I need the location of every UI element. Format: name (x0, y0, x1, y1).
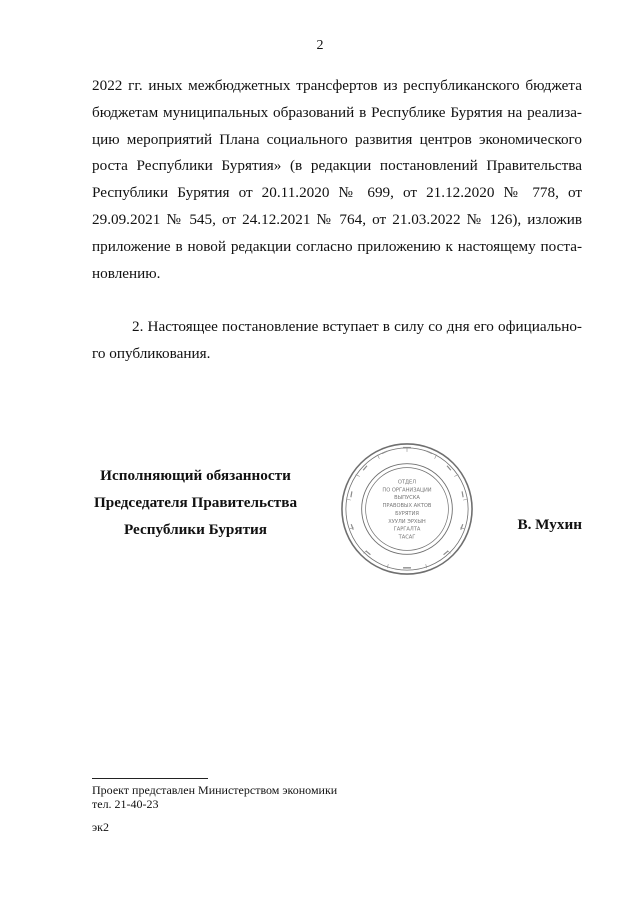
document-code: эк2 (92, 820, 109, 834)
stamp-text: ТАСАГ (398, 534, 416, 541)
signatory-title (88, 462, 303, 543)
stamp-text: БУРЯТИЯ (395, 510, 419, 517)
text-line: цию мероприятий Плана социального развития центров экономического (92, 130, 582, 148)
footnote-line: тел. 21-40-23 (92, 797, 159, 811)
stamp-text: ПО ОРГАНИЗАЦИИ (382, 487, 432, 494)
text-line: приложение в новой редакции согласно приложению к настоящему поста- (92, 237, 582, 255)
paragraph-2 (92, 314, 582, 368)
stamp-text: ГАРГАЛТА (393, 526, 421, 533)
signatory-title-line: Республики Бурятия (123, 521, 268, 538)
paragraph-1 (92, 73, 582, 287)
document-body (92, 73, 582, 368)
stamp-text: ВЫПУСКА (394, 495, 420, 502)
signatory-name: В. Мухин (517, 516, 582, 533)
text-line: роста Республики Бурятия» (в редакции постановлений Правительства (92, 157, 582, 175)
signatory-title-line: Председателя Правительства (93, 494, 298, 511)
text-line: 2022 гг. иных межбюджетных трансфертов из республиканского бюджета (92, 77, 582, 94)
signatory-title-line: Исполняющий обязанности (100, 467, 291, 484)
text-line: бюджетам муниципальных образований в Республике Бурятия на реализа- (92, 103, 582, 121)
stamp-text: ХУУЛИ ЭРХЫН (388, 518, 426, 525)
text-line: 29.09.2021 № 545, от 24.12.2021 № 764, от 21.03.2022 № 126), изложив (92, 210, 582, 228)
stamp-text: ОТДЕЛ (397, 479, 417, 486)
footnote-divider (92, 778, 208, 779)
stamp-text: ПРАВОВЫХ АКТОВ (382, 503, 432, 510)
text-line: новлению. (92, 264, 161, 282)
footnote-line: Проект представлен Министерством экономики (92, 783, 338, 797)
footnote (92, 783, 337, 811)
text-line: го опубликования. (92, 345, 211, 363)
text-line: Республики Бурятия от 20.11.2020 № 699, от 21.12.2020 № 778, от (92, 184, 582, 202)
official-stamp (338, 440, 476, 578)
text-line: 2. Настоящее постановление вступает в силу со дня его официально- (132, 318, 582, 336)
page-number: 2 (316, 38, 324, 53)
